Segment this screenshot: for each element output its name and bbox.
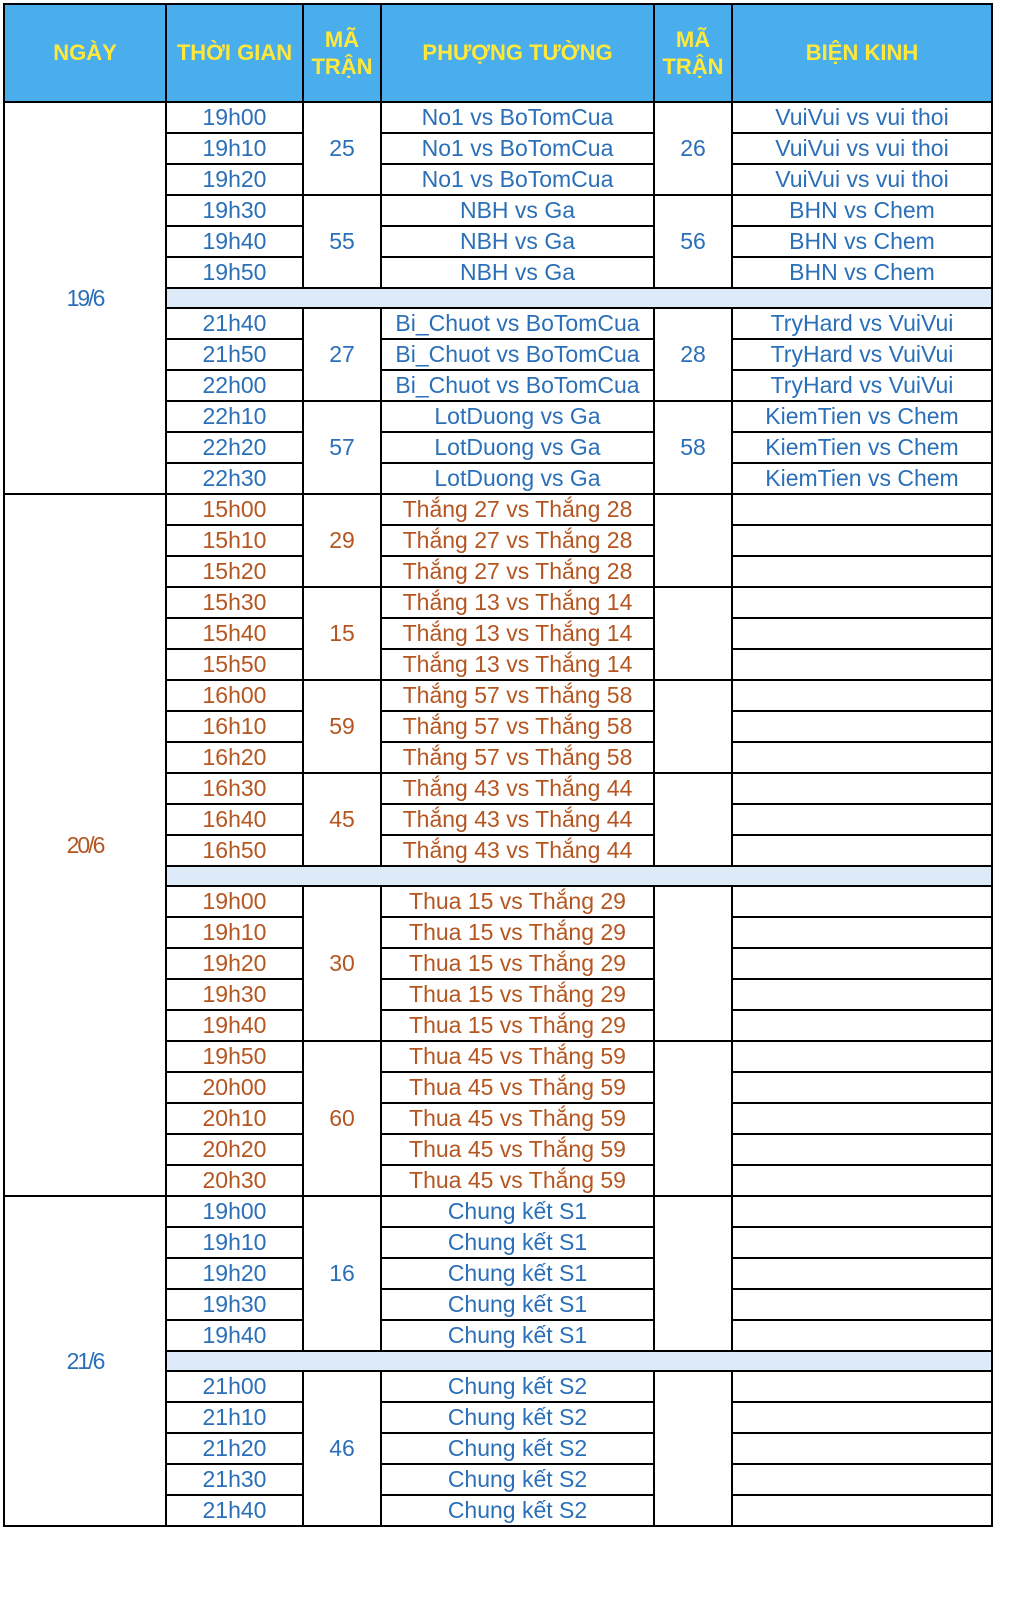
pt-match-cell: Chung kết S1 bbox=[381, 1227, 654, 1258]
time-cell: 21h30 bbox=[166, 1464, 303, 1495]
time-cell: 15h40 bbox=[166, 618, 303, 649]
bk-match-cell bbox=[732, 1289, 992, 1320]
bk-match-cell: KiemTien vs Chem bbox=[732, 432, 992, 463]
time-cell: 15h30 bbox=[166, 587, 303, 618]
pt-code-cell: 15 bbox=[303, 587, 381, 680]
bk-match-cell bbox=[732, 1072, 992, 1103]
bk-match-cell: VuiVui vs vui thoi bbox=[732, 133, 992, 164]
pt-match-cell: Thắng 27 vs Thắng 28 bbox=[381, 525, 654, 556]
pt-match-cell: Chung kết S1 bbox=[381, 1289, 654, 1320]
header-time: THỜI GIAN bbox=[166, 4, 303, 102]
time-cell: 16h20 bbox=[166, 742, 303, 773]
header-row bbox=[4, 4, 992, 102]
pt-match-cell: Thua 45 vs Thắng 59 bbox=[381, 1103, 654, 1134]
bk-code-cell bbox=[654, 886, 732, 1041]
pt-code-cell: 46 bbox=[303, 1371, 381, 1526]
time-cell: 19h40 bbox=[166, 1010, 303, 1041]
pt-match-cell: Thắng 43 vs Thắng 44 bbox=[381, 773, 654, 804]
pt-match-cell: No1 vs BoTomCua bbox=[381, 133, 654, 164]
bk-match-cell bbox=[732, 1258, 992, 1289]
pt-code-cell: 27 bbox=[303, 308, 381, 401]
bk-code-cell bbox=[654, 1196, 732, 1351]
pt-match-cell: Thua 15 vs Thắng 29 bbox=[381, 917, 654, 948]
time-cell: 20h00 bbox=[166, 1072, 303, 1103]
bk-match-cell bbox=[732, 835, 992, 866]
table-row bbox=[4, 1196, 992, 1227]
time-cell: 15h50 bbox=[166, 649, 303, 680]
day-cell: 20/6 bbox=[4, 494, 166, 1196]
time-cell: 20h30 bbox=[166, 1165, 303, 1196]
time-cell: 19h10 bbox=[166, 917, 303, 948]
pt-match-cell: Chung kết S2 bbox=[381, 1495, 654, 1526]
pt-match-cell: Chung kết S2 bbox=[381, 1433, 654, 1464]
bk-match-cell bbox=[732, 1320, 992, 1351]
bk-match-cell bbox=[732, 494, 992, 525]
bk-match-cell bbox=[732, 1010, 992, 1041]
header-date: NGÀY bbox=[4, 4, 166, 102]
time-cell: 22h10 bbox=[166, 401, 303, 432]
time-cell: 19h00 bbox=[166, 1196, 303, 1227]
time-cell: 19h20 bbox=[166, 1258, 303, 1289]
time-cell: 21h50 bbox=[166, 339, 303, 370]
pt-code-cell: 29 bbox=[303, 494, 381, 587]
pt-match-cell: LotDuong vs Ga bbox=[381, 432, 654, 463]
pt-code-cell: 60 bbox=[303, 1041, 381, 1196]
time-cell: 19h20 bbox=[166, 948, 303, 979]
bk-match-cell bbox=[732, 948, 992, 979]
bk-match-cell bbox=[732, 1464, 992, 1495]
bk-match-cell bbox=[732, 556, 992, 587]
time-cell: 19h50 bbox=[166, 1041, 303, 1072]
bk-match-cell bbox=[732, 742, 992, 773]
time-cell: 21h10 bbox=[166, 1402, 303, 1433]
header-phuong-tuong: PHƯỢNG TƯỜNG bbox=[381, 4, 654, 102]
day-cell: 21/6 bbox=[4, 1196, 166, 1526]
pt-match-cell: Chung kết S1 bbox=[381, 1320, 654, 1351]
time-cell: 19h00 bbox=[166, 102, 303, 133]
separator-cell bbox=[166, 288, 992, 308]
bk-match-cell bbox=[732, 979, 992, 1010]
bk-code-cell: 28 bbox=[654, 308, 732, 401]
pt-match-cell: Thua 45 vs Thắng 59 bbox=[381, 1134, 654, 1165]
time-cell: 15h20 bbox=[166, 556, 303, 587]
time-cell: 19h20 bbox=[166, 164, 303, 195]
time-cell: 16h40 bbox=[166, 804, 303, 835]
day-cell: 19/6 bbox=[4, 102, 166, 494]
bk-match-cell bbox=[732, 1165, 992, 1196]
bk-match-cell: BHN vs Chem bbox=[732, 195, 992, 226]
time-cell: 21h40 bbox=[166, 308, 303, 339]
pt-code-cell: 16 bbox=[303, 1196, 381, 1351]
pt-code-cell: 55 bbox=[303, 195, 381, 288]
pt-match-cell: Thắng 27 vs Thắng 28 bbox=[381, 556, 654, 587]
bk-match-cell bbox=[732, 711, 992, 742]
bk-match-cell bbox=[732, 618, 992, 649]
bk-code-cell: 58 bbox=[654, 401, 732, 494]
pt-match-cell: Bi_Chuot vs BoTomCua bbox=[381, 370, 654, 401]
pt-match-cell: Thua 15 vs Thắng 29 bbox=[381, 1010, 654, 1041]
time-cell: 15h10 bbox=[166, 525, 303, 556]
header-bien-kinh: BIỆN KINH bbox=[732, 4, 992, 102]
pt-match-cell: NBH vs Ga bbox=[381, 226, 654, 257]
header-bk-code: MÃ TRẬN bbox=[654, 4, 732, 102]
pt-match-cell: Chung kết S2 bbox=[381, 1402, 654, 1433]
time-cell: 20h10 bbox=[166, 1103, 303, 1134]
bk-match-cell bbox=[732, 917, 992, 948]
time-cell: 19h30 bbox=[166, 979, 303, 1010]
pt-match-cell: Thua 15 vs Thắng 29 bbox=[381, 948, 654, 979]
time-cell: 19h10 bbox=[166, 133, 303, 164]
pt-match-cell: Thắng 43 vs Thắng 44 bbox=[381, 835, 654, 866]
header-pt-code: MÃ TRẬN bbox=[303, 4, 381, 102]
bk-code-cell bbox=[654, 587, 732, 680]
bk-match-cell bbox=[732, 587, 992, 618]
bk-match-cell bbox=[732, 1402, 992, 1433]
time-cell: 15h00 bbox=[166, 494, 303, 525]
bk-match-cell: VuiVui vs vui thoi bbox=[732, 102, 992, 133]
pt-code-cell: 45 bbox=[303, 773, 381, 866]
pt-code-cell: 25 bbox=[303, 102, 381, 195]
pt-match-cell: Thắng 57 vs Thắng 58 bbox=[381, 711, 654, 742]
time-cell: 22h30 bbox=[166, 463, 303, 494]
separator-cell bbox=[166, 866, 992, 886]
time-cell: 19h30 bbox=[166, 195, 303, 226]
bk-match-cell bbox=[732, 1371, 992, 1402]
pt-match-cell: Thắng 13 vs Thắng 14 bbox=[381, 618, 654, 649]
pt-match-cell: NBH vs Ga bbox=[381, 257, 654, 288]
pt-match-cell: Thắng 13 vs Thắng 14 bbox=[381, 587, 654, 618]
bk-match-cell bbox=[732, 886, 992, 917]
pt-match-cell: LotDuong vs Ga bbox=[381, 401, 654, 432]
pt-match-cell: Bi_Chuot vs BoTomCua bbox=[381, 308, 654, 339]
time-cell: 19h30 bbox=[166, 1289, 303, 1320]
time-cell: 22h20 bbox=[166, 432, 303, 463]
bk-code-cell: 56 bbox=[654, 195, 732, 288]
pt-match-cell: Thắng 13 vs Thắng 14 bbox=[381, 649, 654, 680]
time-cell: 16h10 bbox=[166, 711, 303, 742]
pt-match-cell: No1 vs BoTomCua bbox=[381, 102, 654, 133]
time-cell: 22h00 bbox=[166, 370, 303, 401]
time-cell: 20h20 bbox=[166, 1134, 303, 1165]
pt-code-cell: 57 bbox=[303, 401, 381, 494]
pt-match-cell: Thua 15 vs Thắng 29 bbox=[381, 886, 654, 917]
bk-match-cell: TryHard vs VuiVui bbox=[732, 308, 992, 339]
pt-code-cell: 59 bbox=[303, 680, 381, 773]
bk-match-cell: KiemTien vs Chem bbox=[732, 401, 992, 432]
bk-code-cell: 26 bbox=[654, 102, 732, 195]
pt-match-cell: Bi_Chuot vs BoTomCua bbox=[381, 339, 654, 370]
bk-match-cell bbox=[732, 1134, 992, 1165]
pt-match-cell: Thắng 27 vs Thắng 28 bbox=[381, 494, 654, 525]
pt-match-cell: NBH vs Ga bbox=[381, 195, 654, 226]
time-cell: 16h30 bbox=[166, 773, 303, 804]
bk-code-cell bbox=[654, 494, 732, 587]
bk-code-cell bbox=[654, 680, 732, 773]
bk-match-cell bbox=[732, 1227, 992, 1258]
pt-match-cell: Thua 45 vs Thắng 59 bbox=[381, 1165, 654, 1196]
pt-match-cell: Thắng 57 vs Thắng 58 bbox=[381, 742, 654, 773]
time-cell: 21h20 bbox=[166, 1433, 303, 1464]
time-cell: 19h40 bbox=[166, 226, 303, 257]
time-cell: 19h00 bbox=[166, 886, 303, 917]
pt-match-cell: LotDuong vs Ga bbox=[381, 463, 654, 494]
pt-match-cell: Chung kết S1 bbox=[381, 1258, 654, 1289]
bk-match-cell: TryHard vs VuiVui bbox=[732, 370, 992, 401]
bk-match-cell bbox=[732, 649, 992, 680]
bk-match-cell bbox=[732, 525, 992, 556]
bk-code-cell bbox=[654, 773, 732, 866]
pt-match-cell: Thắng 43 vs Thắng 44 bbox=[381, 804, 654, 835]
bk-match-cell bbox=[732, 1433, 992, 1464]
bk-code-cell bbox=[654, 1371, 732, 1526]
pt-match-cell: Thua 45 vs Thắng 59 bbox=[381, 1041, 654, 1072]
bk-match-cell bbox=[732, 1495, 992, 1526]
bk-match-cell: BHN vs Chem bbox=[732, 226, 992, 257]
bk-match-cell bbox=[732, 773, 992, 804]
bk-match-cell bbox=[732, 1041, 992, 1072]
pt-code-cell: 30 bbox=[303, 886, 381, 1041]
pt-match-cell: Chung kết S2 bbox=[381, 1464, 654, 1495]
pt-match-cell: Thắng 57 vs Thắng 58 bbox=[381, 680, 654, 711]
time-cell: 19h50 bbox=[166, 257, 303, 288]
bk-match-cell: VuiVui vs vui thoi bbox=[732, 164, 992, 195]
bk-match-cell: KiemTien vs Chem bbox=[732, 463, 992, 494]
pt-match-cell: Thua 45 vs Thắng 59 bbox=[381, 1072, 654, 1103]
pt-match-cell: Thua 15 vs Thắng 29 bbox=[381, 979, 654, 1010]
time-cell: 19h10 bbox=[166, 1227, 303, 1258]
bk-match-cell bbox=[732, 804, 992, 835]
time-cell: 21h00 bbox=[166, 1371, 303, 1402]
pt-match-cell: No1 vs BoTomCua bbox=[381, 164, 654, 195]
table-row bbox=[4, 102, 992, 133]
schedule-table bbox=[3, 3, 993, 1527]
bk-code-cell bbox=[654, 1041, 732, 1196]
time-cell: 21h40 bbox=[166, 1495, 303, 1526]
time-cell: 16h00 bbox=[166, 680, 303, 711]
time-cell: 16h50 bbox=[166, 835, 303, 866]
bk-match-cell: BHN vs Chem bbox=[732, 257, 992, 288]
bk-match-cell bbox=[732, 1196, 992, 1227]
table-row bbox=[4, 494, 992, 525]
bk-match-cell: TryHard vs VuiVui bbox=[732, 339, 992, 370]
pt-match-cell: Chung kết S2 bbox=[381, 1371, 654, 1402]
pt-match-cell: Chung kết S1 bbox=[381, 1196, 654, 1227]
bk-match-cell bbox=[732, 680, 992, 711]
time-cell: 19h40 bbox=[166, 1320, 303, 1351]
bk-match-cell bbox=[732, 1103, 992, 1134]
separator-cell bbox=[166, 1351, 992, 1371]
